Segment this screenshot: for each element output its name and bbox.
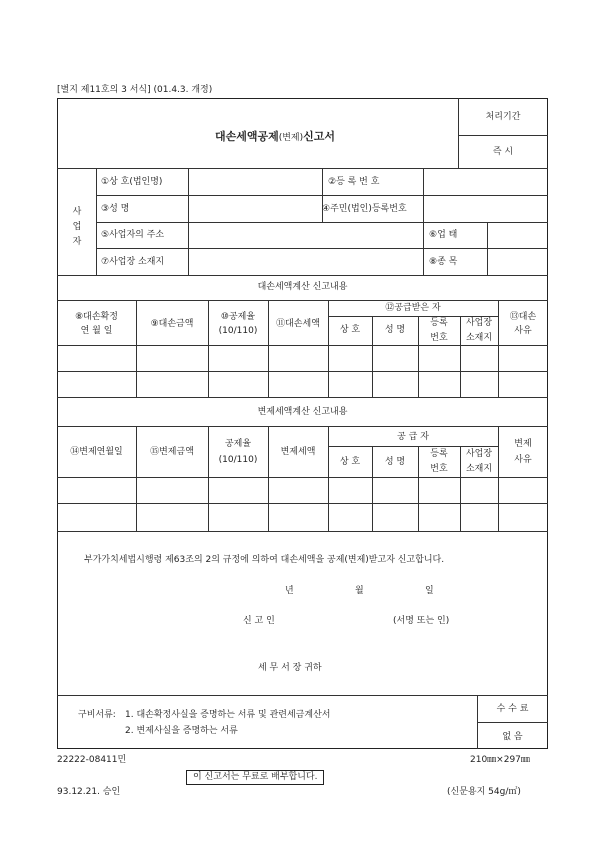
processing-label: 처리기간 bbox=[485, 112, 521, 122]
repay-sub-reg-1: 등록 bbox=[430, 449, 448, 459]
docs-item-2: 2. 변제사실을 증명하는 서류 bbox=[125, 726, 238, 736]
label-address: ⑤사업자의 주소 bbox=[101, 230, 165, 240]
col-rate-1: ⑩공제율 bbox=[220, 312, 256, 322]
form-code: 22222-08411민 bbox=[57, 755, 127, 765]
label-business-type: ⑥업 태 bbox=[429, 230, 458, 240]
paper-size: 210㎜×297㎜ bbox=[470, 755, 530, 765]
form-header: [별지 제11호의 3 서식] (01.4.3. 개정) bbox=[57, 85, 213, 95]
tax-office: 세 무 서 장 귀하 bbox=[258, 663, 322, 673]
declaration-text: 부가가치세법시행령 제63조의 2의 규정에 의하여 대손세액을 공제(변제)받고자 신고합니다. bbox=[84, 555, 445, 565]
paper-type: (신문용지 54g/㎡) bbox=[447, 787, 521, 797]
col-repay-reason-2: 사유 bbox=[514, 455, 532, 465]
free-notice: 이 신고서는 무료로 배부합니다. bbox=[186, 770, 324, 785]
col-repay-tax: 변제세액 bbox=[280, 447, 316, 457]
docs-item-1: 1. 대손확정사실을 증명하는 서류 및 관련세금계산서 bbox=[125, 710, 331, 720]
reporter-sign: (서명 또는 인) bbox=[393, 616, 450, 626]
sub-loc-1: 사업장 bbox=[465, 318, 493, 328]
col-repay-amount: ⑮변제금액 bbox=[150, 447, 194, 457]
col-bad-debt-reason-1: ⑬대손 bbox=[509, 312, 537, 322]
col-repay-rate-1: 공제율 bbox=[224, 439, 252, 449]
label-reg-no: ②등 록 번 호 bbox=[328, 177, 380, 187]
title-end: 신고서 bbox=[303, 130, 336, 143]
sub-business-name: 상 호 bbox=[339, 325, 361, 335]
sub-person-name: 성 명 bbox=[384, 325, 406, 335]
title-paren: (변제) bbox=[278, 133, 304, 143]
col-supplier: 공 급 자 bbox=[397, 432, 429, 442]
date-month: 월 bbox=[355, 586, 364, 596]
repay-section-title: 변제세액계산 신고내용 bbox=[257, 407, 348, 417]
col-bad-debt-reason-2: 사유 bbox=[514, 326, 532, 336]
repay-sub-reg-2: 번호 bbox=[430, 464, 448, 474]
sub-loc-2: 소재지 bbox=[465, 333, 493, 343]
col-rate-2: (10/110) bbox=[218, 326, 258, 336]
date-day: 일 bbox=[425, 586, 434, 596]
col-bad-debt-date-2: 연 월 일 bbox=[80, 326, 113, 336]
col-repay-date: ⑭변제연월일 bbox=[70, 447, 123, 457]
title-main: 대손세액공제 bbox=[214, 130, 279, 143]
col-repay-rate-2: (10/110) bbox=[218, 455, 258, 465]
processing-value: 즉 시 bbox=[492, 147, 514, 157]
label-business-item: ⑧종 목 bbox=[429, 257, 458, 267]
label-resident-no: ④주민(법인)등록번호 bbox=[322, 204, 407, 214]
label-representative: ③성 명 bbox=[101, 204, 130, 214]
repay-sub-business-name: 상 호 bbox=[339, 457, 361, 467]
docs-label: 구비서류: bbox=[78, 710, 116, 720]
col-repay-reason-1: 변제 bbox=[514, 439, 532, 449]
col-bad-debt-tax: ⑪대손세액 bbox=[276, 319, 320, 329]
bad-debt-section-title: 대손세액계산 신고내용 bbox=[257, 282, 348, 292]
approval-date: 93.12.21. 승인 bbox=[57, 787, 121, 797]
sub-reg-1: 등록 bbox=[430, 318, 448, 328]
page-title bbox=[140, 128, 410, 144]
repay-sub-loc-1: 사업장 bbox=[465, 449, 493, 459]
repay-sub-person-name: 성 명 bbox=[384, 457, 406, 467]
col-bad-debt-date-1: ⑧대손확정 bbox=[75, 312, 118, 322]
label-location: ⑦사업장 소재지 bbox=[101, 257, 165, 267]
sub-reg-2: 번호 bbox=[430, 333, 448, 343]
repay-sub-loc-2: 소재지 bbox=[465, 464, 493, 474]
business-section-label: 사 업 자 bbox=[72, 207, 82, 247]
col-bad-debt-amount: ⑨대손금액 bbox=[150, 319, 194, 329]
reporter-label: 신 고 인 bbox=[243, 616, 275, 626]
date-year: 년 bbox=[285, 586, 294, 596]
fee-value: 없 음 bbox=[502, 732, 523, 742]
col-supplied-party: ⑫공급받은 자 bbox=[385, 303, 441, 313]
fee-label: 수 수 료 bbox=[496, 704, 529, 714]
label-business-name: ①상 호(법인명) bbox=[101, 177, 163, 187]
